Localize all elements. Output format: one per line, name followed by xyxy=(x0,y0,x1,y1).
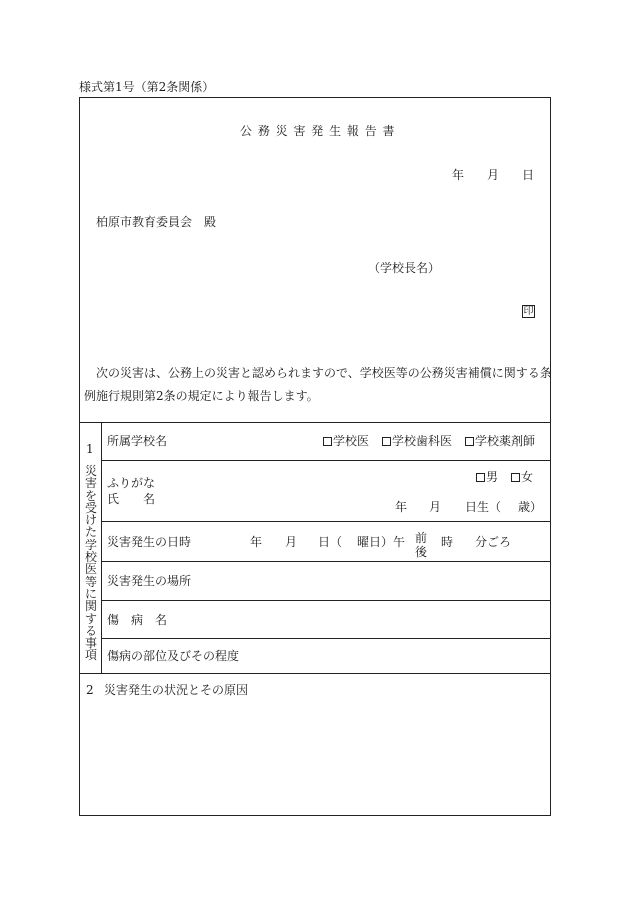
pm-label[interactable]: 後 xyxy=(414,545,427,559)
addressee: 柏原市教育委員会 殿 xyxy=(96,215,217,229)
job-option-school-dentist[interactable] xyxy=(382,435,452,447)
age-label: 歳） xyxy=(518,500,543,514)
row-divider-1 xyxy=(101,460,551,461)
incident-year-label: 年 xyxy=(250,535,263,549)
school-pharmacist-checkbox[interactable] xyxy=(465,437,474,446)
row-divider-5 xyxy=(101,638,551,639)
am-pm-selector[interactable] xyxy=(414,531,428,559)
school-dentist-label: 学校歯科医 xyxy=(392,434,453,448)
incident-datetime-label: 災害発生の日時 xyxy=(107,535,192,549)
injury-area-label: 傷病の部位及びその程度 xyxy=(107,649,240,663)
section2-label: 災害発生の状況とその原因 xyxy=(104,683,249,697)
section2-number: 2 xyxy=(86,683,94,697)
school-pharmacist-label: 学校薬剤師 xyxy=(475,434,536,448)
form-title: 公 務 災 害 発 生 報 告 書 xyxy=(240,124,396,138)
female-label: 女 xyxy=(521,470,534,484)
male-checkbox[interactable] xyxy=(476,473,485,482)
row-divider-4 xyxy=(101,600,551,601)
gender-option-male[interactable] xyxy=(476,471,498,483)
statement-line-2: 例施行規則第2条の規定により報告します。 xyxy=(84,389,319,403)
injury-name-label: 傷 病 名 xyxy=(107,613,168,627)
school-doctor-checkbox[interactable] xyxy=(323,437,332,446)
date-month-label: 月 xyxy=(487,168,500,182)
gender-option-female[interactable] xyxy=(511,471,533,483)
date-year-label: 年 xyxy=(452,168,465,182)
principal-name-label: （学校長名） xyxy=(368,261,441,275)
incident-day-label: 日（ xyxy=(318,535,343,549)
section1-vertical-title: 災害を受けた学校医等に関する事項 xyxy=(84,464,97,663)
seal-mark: 印 xyxy=(523,306,534,317)
birth-month-label: 月 xyxy=(429,500,442,514)
birth-year-label: 年 xyxy=(395,500,408,514)
form-number: 様式第1号（第2条関係） xyxy=(79,80,215,94)
school-dentist-checkbox[interactable] xyxy=(382,437,391,446)
furigana-label: ふりがな xyxy=(107,476,156,490)
row-divider-3 xyxy=(101,561,551,562)
section2-top-border xyxy=(79,673,551,674)
incident-minute-label: 分ごろ xyxy=(475,535,512,549)
incident-weekday-label: 曜日）午 xyxy=(357,535,406,549)
school-name-label: 所属学校名 xyxy=(107,434,168,448)
name-label: 氏 名 xyxy=(107,492,156,506)
statement-line-1: 次の災害は、公務上の災害と認められますので、学校医等の公務災害補償に関する条 xyxy=(96,366,552,380)
incident-place-label: 災害発生の場所 xyxy=(107,574,192,588)
school-doctor-label: 学校医 xyxy=(333,434,370,448)
date-day-label: 日 xyxy=(522,168,535,182)
female-checkbox[interactable] xyxy=(511,473,520,482)
incident-month-label: 月 xyxy=(285,535,298,549)
row-divider-2 xyxy=(101,521,551,522)
incident-hour-label: 時 xyxy=(441,535,454,549)
section1-number: 1 xyxy=(86,442,94,456)
birth-day-label: 日生（ xyxy=(465,500,502,514)
male-label: 男 xyxy=(486,470,499,484)
job-option-school-pharmacist[interactable] xyxy=(465,435,535,447)
section1-top-border xyxy=(79,422,551,423)
am-label[interactable]: 前 xyxy=(414,531,427,545)
incident-description-area[interactable] xyxy=(82,700,548,812)
job-option-school-doctor[interactable] xyxy=(323,435,369,447)
